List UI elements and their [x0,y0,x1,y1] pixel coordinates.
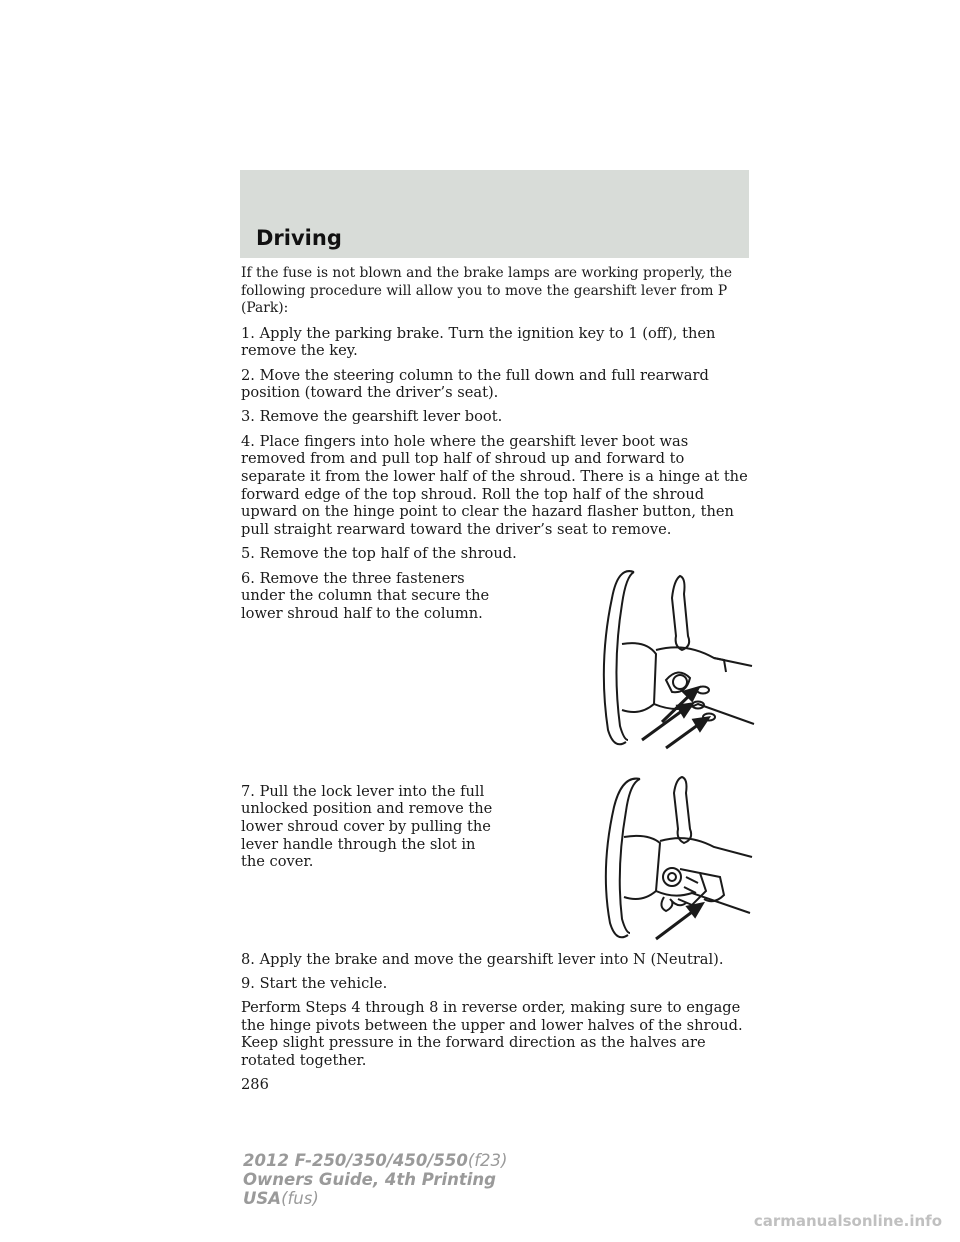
step-2: 2. Move the steering column to the full down and full rearward position (toward the driver’s seat). [241,366,709,402]
footer-line-3 [243,1189,508,1208]
site-watermark: carmanualsonline.info [753,1212,942,1230]
footer-model: 2012 F-250/350/450/550 [243,1151,468,1170]
page-number: 286 [241,1076,269,1094]
footer-region-code: (fus) [281,1189,319,1208]
section-title: Driving [256,226,342,250]
step-5: 5. Remove the top half of the shroud. [241,545,517,563]
footer-model-code: (f23) [467,1151,508,1170]
lock-lever-shroud-illustration [574,773,756,943]
step-6: 6. Remove the three fasteners under the column that secure the lower shroud half to the column. [241,569,490,622]
step-9: 9. Start the vehicle. [241,974,388,992]
footer-line-1 [243,1151,508,1170]
step-7-row [241,783,753,951]
step-6-row [241,570,753,783]
steering-column-fasteners-illustration [574,554,756,750]
print-footer [243,1151,508,1208]
closing-paragraph: Perform Steps 4 through 8 in reverse order, making sure to engage the hinge pivots between the upper and lower halves of the shroud. Keep slight pressure in the forward direction as the halves are rotated together. [241,998,743,1070]
page-body [241,265,753,1094]
step-7: 7. Pull the lock lever into the full unlocked position and remove the lower shroud cover by pulling the lever handle through the slot in the cover. [241,782,493,871]
step-8: 8. Apply the brake and move the gearshift lever into N (Neutral). [241,950,724,968]
intro-paragraph: If the fuse is not blown and the brake lamps are working properly, the following procedure will allow you to move the gearshift lever from P (Park): [241,265,733,317]
footer-region: USA [243,1189,282,1208]
footer-line-2 [243,1170,508,1189]
step-4: 4. Place fingers into hole where the gearshift lever boot was removed from and pull top half of shroud up and forward to separate it from the lower half of the shroud. There is a hinge at the forward edge of the top shroud. Roll the top half of the shroud upward on the hinge point to clear the hazard flasher button, then pull straight rearward toward the driver’s seat to remove. [241,432,748,539]
step-1: 1. Apply the parking brake. Turn the ignition key to 1 (off), then remove the key. [241,324,716,360]
footer-edition: Owners Guide, 4th Printing [243,1170,496,1189]
section-header-band [240,170,749,258]
step-3: 3. Remove the gearshift lever boot. [241,408,503,426]
